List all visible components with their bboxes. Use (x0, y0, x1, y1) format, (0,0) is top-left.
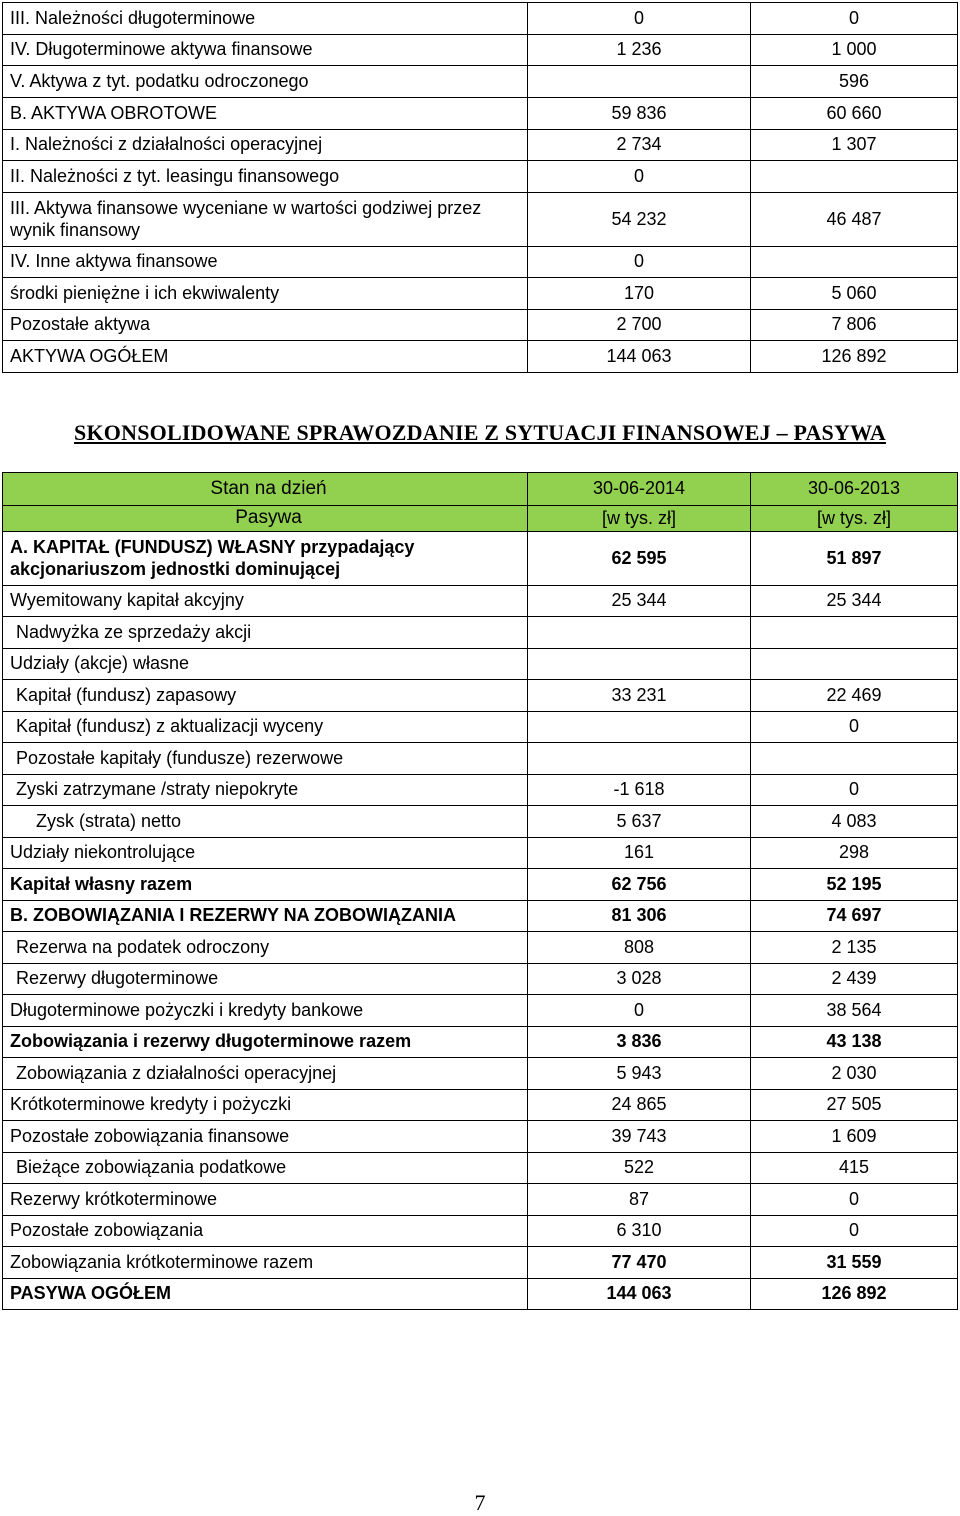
row-label: Krótkoterminowe kredyty i pożyczki (3, 1090, 528, 1121)
row-label: II. Należności z tyt. leasingu finansowego (3, 161, 528, 193)
value-2013: 0 (751, 1184, 958, 1216)
value-2013: 60 660 (751, 98, 958, 130)
value-2014 (528, 712, 751, 743)
row-label: Zobowiązania i rezerwy długoterminowe razem (3, 1027, 528, 1058)
header-row-date (3, 473, 958, 506)
value-2013 (751, 161, 958, 193)
value-2013: 126 892 (751, 1279, 958, 1310)
value-2013: 4 083 (751, 806, 958, 838)
value-2013: 74 697 (751, 901, 958, 932)
value-2013 (751, 617, 958, 649)
value-2014: 0 (528, 3, 751, 35)
table-row (3, 901, 958, 932)
value-2014: 3 028 (528, 964, 751, 995)
table-row (3, 712, 958, 743)
table-row (3, 586, 958, 617)
value-2014 (528, 649, 751, 680)
value-2013: 43 138 (751, 1027, 958, 1058)
table-row (3, 161, 958, 193)
row-label: I. Należności z działalności operacyjnej (3, 130, 528, 161)
header-unit-2013: [w tys. zł] (751, 506, 958, 532)
value-2013: 0 (751, 712, 958, 743)
value-2013: 51 897 (751, 532, 958, 586)
value-2013: 596 (751, 66, 958, 98)
row-label: V. Aktywa z tyt. podatku odroczonego (3, 66, 528, 98)
value-2014: 522 (528, 1153, 751, 1184)
table-row (3, 775, 958, 806)
table-row (3, 964, 958, 995)
value-2014: 24 865 (528, 1090, 751, 1121)
row-label: Rezerwa na podatek odroczony (3, 932, 528, 964)
value-2013: 415 (751, 1153, 958, 1184)
page-number: 7 (474, 1490, 486, 1515)
value-2014: 81 306 (528, 901, 751, 932)
value-2013: 2 030 (751, 1058, 958, 1090)
value-2013: 46 487 (751, 193, 958, 247)
table-row (3, 743, 958, 775)
row-label: Nadwyżka ze sprzedaży akcji (3, 617, 528, 649)
table-row (3, 1090, 958, 1121)
value-2013: 2 135 (751, 932, 958, 964)
value-2014: 77 470 (528, 1247, 751, 1279)
value-2014 (528, 743, 751, 775)
header-date-label: Stan na dzień (3, 473, 528, 506)
row-label: A. KAPITAŁ (FUNDUSZ) WŁASNY przypadający akcjonariuszom jednostki dominującej (3, 532, 528, 586)
table-row (3, 35, 958, 66)
row-label: Pozostałe zobowiązania (3, 1216, 528, 1247)
header-unit-2014: [w tys. zł] (528, 506, 751, 532)
table-row (3, 995, 958, 1027)
value-2014: 161 (528, 838, 751, 869)
row-label: Rezerwy krótkoterminowe (3, 1184, 528, 1216)
value-2014: 0 (528, 161, 751, 193)
row-label: PASYWA OGÓŁEM (3, 1279, 528, 1310)
value-2014: 33 231 (528, 680, 751, 712)
value-2014: 62 756 (528, 869, 751, 901)
value-2014: 3 836 (528, 1027, 751, 1058)
value-2013: 0 (751, 775, 958, 806)
value-2013: 0 (751, 3, 958, 35)
row-label: Pozostałe kapitały (fundusze) rezerwowe (3, 743, 528, 775)
row-label: Bieżące zobowiązania podatkowe (3, 1153, 528, 1184)
value-2014: 808 (528, 932, 751, 964)
value-2013: 298 (751, 838, 958, 869)
value-2014: 6 310 (528, 1216, 751, 1247)
value-2013: 2 439 (751, 964, 958, 995)
row-label: IV. Inne aktywa finansowe (3, 247, 528, 278)
table-row (3, 1184, 958, 1216)
value-2014: 39 743 (528, 1121, 751, 1153)
row-label: Zyski zatrzymane /straty niepokryte (3, 775, 528, 806)
table-row (3, 1216, 958, 1247)
value-2013: 31 559 (751, 1247, 958, 1279)
value-2014: 2 734 (528, 130, 751, 161)
table-row (3, 66, 958, 98)
table-row (3, 1058, 958, 1090)
table-row (3, 1027, 958, 1058)
table-row (3, 617, 958, 649)
row-label: IV. Długoterminowe aktywa finansowe (3, 35, 528, 66)
value-2013: 126 892 (751, 341, 958, 373)
row-label: Udziały niekontrolujące (3, 838, 528, 869)
row-label: środki pieniężne i ich ekwiwalenty (3, 278, 528, 310)
row-label: III. Aktywa finansowe wyceniane w wartości godziwej przez wynik finansowy (3, 193, 528, 247)
value-2014 (528, 66, 751, 98)
value-2013: 1 609 (751, 1121, 958, 1153)
value-2014 (528, 617, 751, 649)
row-label: Rezerwy długoterminowe (3, 964, 528, 995)
table-row (3, 98, 958, 130)
table-row (3, 1153, 958, 1184)
value-2013: 0 (751, 1216, 958, 1247)
row-label: Wyemitowany kapitał akcyjny (3, 586, 528, 617)
table-row (3, 649, 958, 680)
row-label: Kapitał (fundusz) z aktualizacji wyceny (3, 712, 528, 743)
value-2014: 5 637 (528, 806, 751, 838)
table-row (3, 680, 958, 712)
value-2014: 144 063 (528, 341, 751, 373)
value-2013: 1 000 (751, 35, 958, 66)
value-2013: 27 505 (751, 1090, 958, 1121)
assets-table (2, 2, 958, 373)
row-label: Zysk (strata) netto (3, 806, 528, 838)
value-2013: 25 344 (751, 586, 958, 617)
value-2014: 2 700 (528, 310, 751, 341)
value-2013: 38 564 (751, 995, 958, 1027)
table-row (3, 193, 958, 247)
value-2014: -1 618 (528, 775, 751, 806)
table-row (3, 932, 958, 964)
row-label: Pozostałe aktywa (3, 310, 528, 341)
row-label: Długoterminowe pożyczki i kredyty bankowe (3, 995, 528, 1027)
value-2013: 22 469 (751, 680, 958, 712)
value-2013: 5 060 (751, 278, 958, 310)
value-2014: 62 595 (528, 532, 751, 586)
value-2014: 59 836 (528, 98, 751, 130)
table-row (3, 838, 958, 869)
row-label: III. Należności długoterminowe (3, 3, 528, 35)
table-row (3, 869, 958, 901)
value-2013: 7 806 (751, 310, 958, 341)
header-date-2014: 30-06-2014 (528, 473, 751, 506)
row-label: Kapitał (fundusz) zapasowy (3, 680, 528, 712)
value-2013 (751, 649, 958, 680)
table-row (3, 130, 958, 161)
section-title: SKONSOLIDOWANE SPRAWOZDANIE Z SYTUACJI FINANSOWEJ – PASYWA (74, 420, 886, 445)
table-row (3, 1279, 958, 1310)
row-label: Pozostałe zobowiązania finansowe (3, 1121, 528, 1153)
header-date-2013: 30-06-2013 (751, 473, 958, 506)
row-label: B. AKTYWA OBROTOWE (3, 98, 528, 130)
value-2014: 25 344 (528, 586, 751, 617)
row-label: Zobowiązania z działalności operacyjnej (3, 1058, 528, 1090)
value-2014: 1 236 (528, 35, 751, 66)
table-row (3, 247, 958, 278)
value-2014: 54 232 (528, 193, 751, 247)
table-row (3, 341, 958, 373)
value-2013 (751, 247, 958, 278)
value-2014: 5 943 (528, 1058, 751, 1090)
value-2014: 0 (528, 247, 751, 278)
row-label: B. ZOBOWIĄZANIA I REZERWY NA ZOBOWIĄZANIA (3, 901, 528, 932)
value-2014: 0 (528, 995, 751, 1027)
table-row (3, 3, 958, 35)
liabilities-table (2, 472, 958, 1310)
header-row-unit (3, 506, 958, 532)
row-label: Kapitał własny razem (3, 869, 528, 901)
table-row (3, 806, 958, 838)
table-row (3, 1247, 958, 1279)
value-2014: 144 063 (528, 1279, 751, 1310)
table-row (3, 310, 958, 341)
table-row (3, 532, 958, 586)
value-2014: 170 (528, 278, 751, 310)
value-2013: 52 195 (751, 869, 958, 901)
row-label: Zobowiązania krótkoterminowe razem (3, 1247, 528, 1279)
row-label: AKTYWA OGÓŁEM (3, 341, 528, 373)
row-label: Udziały (akcje) własne (3, 649, 528, 680)
header-pasywa-label: Pasywa (3, 506, 528, 532)
value-2013: 1 307 (751, 130, 958, 161)
value-2014: 87 (528, 1184, 751, 1216)
table-row (3, 1121, 958, 1153)
table-row (3, 278, 958, 310)
value-2013 (751, 743, 958, 775)
